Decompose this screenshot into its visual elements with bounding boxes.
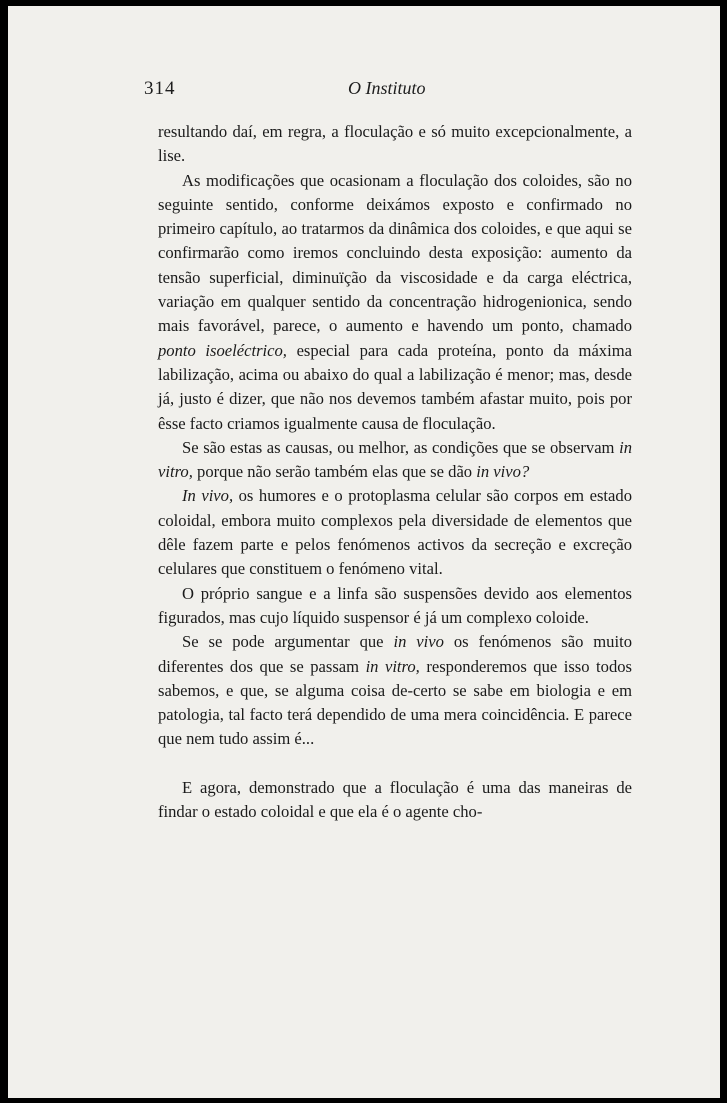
text-segment: os humores e o protoplasma celular são corpos em estado coloidal, embora muito complexos pela diversidade de elementos que dêle fazem parte e pelos fenómenos activos da secreção e excreção celulares que constituem o fenómeno vital. — [158, 486, 632, 579]
italic-term: in vitro, — [158, 437, 632, 482]
paragraph-flocculation-modifications — [158, 169, 632, 436]
text-segment: Se são estas as causas, ou melhor, as condições que se observam — [182, 437, 620, 457]
text-segment: porque não serão também elas que se dão — [192, 462, 477, 482]
paragraph-conclusion — [158, 776, 632, 825]
page-header — [8, 78, 720, 108]
page-number: 314 — [144, 78, 176, 99]
text-segment: O próprio sangue e a linfa são suspensões devido aos elementos figurados, mas cujo líquido suspensor é já um complexo coloide. — [158, 583, 632, 627]
paragraph-in-vitro-question — [158, 436, 632, 485]
paragraph-in-vivo — [158, 484, 632, 581]
text-segment: responderemos que isso todos sabemos, e que, se alguma coisa de-certo se sabe em biologia e em patologia, tal facto terá dependido de uma mera coincidência. E parece que nem tudo assim é... — [158, 656, 632, 749]
paragraph-blood-lymph — [158, 582, 632, 631]
italic-term: in vivo — [393, 632, 444, 652]
text-segment: resultando daí, em regra, a floculação e só muito excepcionalmente, a lise. — [158, 122, 632, 166]
running-title: O Instituto — [348, 78, 426, 98]
italic-term: ponto isoeléctrico, — [158, 340, 287, 360]
text-segment: Se se pode argumentar que — [182, 632, 394, 652]
body-text — [158, 120, 632, 824]
text-segment: os fenómenos são muito diferentes dos que se passam — [158, 632, 632, 676]
text-segment: especial para cada proteína, ponto da máxima labilização, acima ou abaixo do qual a labilização é menor; mas, desde já, justo é dizer, que não nos devemos também afastar muito, pois por êsse facto criamos igualmente causa de floculação. — [158, 340, 632, 433]
text-segment: E agora, demonstrado que a floculação é uma das maneiras de findar o estado coloidal e que ela é o agente cho- — [158, 777, 632, 822]
paragraph-argument — [158, 630, 632, 751]
text-segment: As modificações que ocasionam a floculação dos coloides, são no seguinte sentido, conforme deixámos exposto e confirmado no primeiro capítulo, ao tratarmos da dinâmica dos coloides, e que aqui se confirmarão como iremos concluindo desta exposição: aumento da tensão superficial, diminuïção da viscosidade e da carga eléctrica, variação em qualquer sentido da concentração hidrogenionica, sendo mais favorável, parece, o aumento e havendo um ponto, chamado — [158, 170, 632, 336]
paragraph-continuation — [158, 120, 632, 169]
book-page — [8, 6, 720, 1098]
italic-term: In vivo, — [182, 486, 234, 506]
italic-term: in vitro, — [365, 656, 420, 676]
italic-term: in vivo? — [476, 462, 530, 482]
